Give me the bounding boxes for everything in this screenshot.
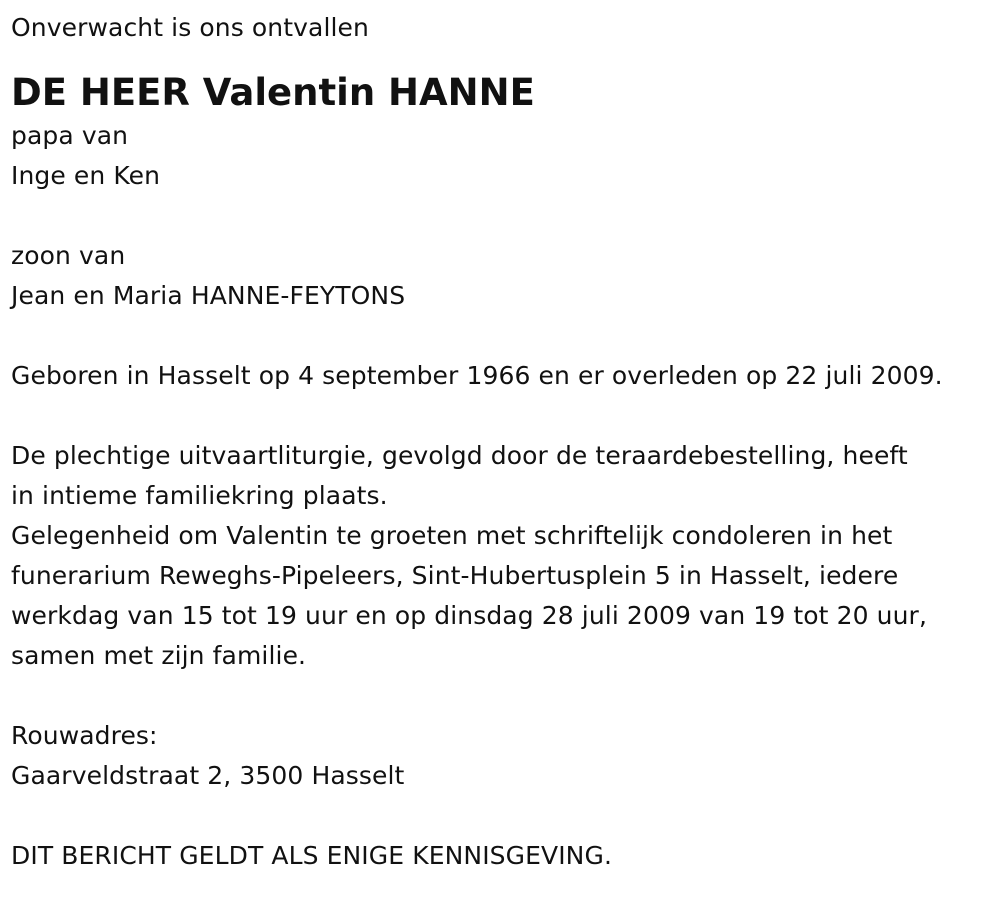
parents-names: Jean en Maria HANNE-FEYTONS	[11, 281, 406, 310]
deceased-name: DE HEER Valentin HANNE	[11, 71, 535, 114]
spacer	[11, 396, 1000, 436]
children-label: papa van	[11, 121, 129, 150]
funeral-line: in intieme familiekring plaats.	[11, 481, 388, 510]
birth-death-text: Geboren in Hasselt op 4 september 1966 en er overleden op 22 juli 2009.	[11, 361, 943, 390]
spacer	[11, 196, 1000, 236]
funeral-line: funerarium Reweghs-Pipeleers, Sint-Hubertusplein 5 in Hasselt, iedere	[11, 561, 899, 590]
notice-text: DIT BERICHT GELDT ALS ENIGE KENNISGEVING.	[11, 841, 612, 870]
intro-text: Onverwacht is ons ontvallen	[11, 13, 369, 42]
spacer	[11, 796, 1000, 836]
address-value: Gaarveldstraat 2, 3500 Hasselt	[11, 761, 405, 790]
children-names: Inge en Ken	[11, 161, 161, 190]
spacer	[11, 316, 1000, 356]
address-label: Rouwadres:	[11, 721, 158, 750]
funeral-line: Gelegenheid om Valentin te groeten met schriftelijk condoleren in het	[11, 521, 893, 550]
parents-label: zoon van	[11, 241, 126, 270]
spacer	[11, 676, 1000, 716]
funeral-line: werkdag van 15 tot 19 uur en op dinsdag 28 juli 2009 van 19 tot 20 uur,	[11, 601, 927, 630]
funeral-line: De plechtige uitvaartliturgie, gevolgd door de teraardebestelling, heeft	[11, 441, 908, 470]
funeral-line: samen met zijn familie.	[11, 641, 307, 670]
